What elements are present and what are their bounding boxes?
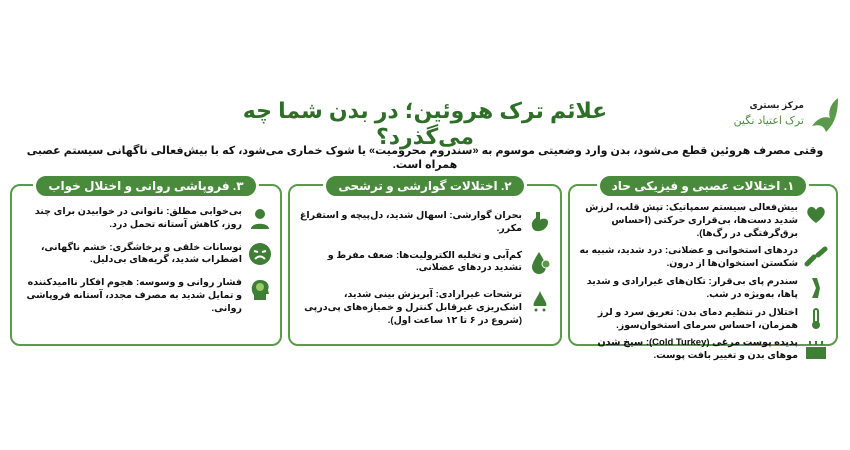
dove-logo-icon bbox=[810, 96, 840, 134]
crying-face-icon bbox=[248, 242, 272, 266]
list-item bbox=[290, 250, 560, 276]
item-text: بی‌خوابی مطلق: ناتوانی در خوابیدن برای چند روز، کاهش آستانه تحمل درد. bbox=[34, 206, 242, 230]
item-text: دردهای استخوانی و عضلانی: درد شدید، شبیه به شکستن استخوان‌ها از درون. bbox=[579, 245, 798, 270]
card-psychological bbox=[10, 179, 282, 346]
list-item bbox=[570, 276, 836, 302]
broken-bone-icon bbox=[804, 245, 828, 269]
logo bbox=[730, 96, 840, 136]
page-title: علائم ترک هروئین؛ در بدن شما چه می‌گذرد؟ bbox=[242, 98, 608, 150]
insomnia-person-icon bbox=[248, 206, 272, 230]
list-item bbox=[570, 202, 836, 240]
list-item bbox=[570, 307, 836, 333]
card-title: ۱. اختلالات عصبی و فیزیکی حاد bbox=[597, 173, 810, 199]
card-physical bbox=[568, 179, 838, 362]
heart-icon bbox=[804, 202, 828, 226]
restless-leg-icon bbox=[804, 276, 828, 300]
logo-line1: مرکز بستری bbox=[749, 100, 804, 110]
water-drop-icon bbox=[528, 250, 552, 274]
card-title: ۲. اختلالات گوارشی و ترشحی bbox=[323, 173, 526, 199]
intro-text: وقتی مصرف هروئین قطع می‌شود، بدن وارد وضعیتی موسوم به «سندروم محرومیت» یا شوک خماری می‌شود، که با بیش‌فعالی ناگهانی سیستم عصبی همراه است. bbox=[26, 145, 824, 172]
list-item bbox=[12, 206, 280, 232]
item-text: بیش‌فعالی سیستم سمپاتیک: تپش قلب، لرزش شدید دست‌ها، بی‌قراری حرکتی (احساس برق‌گرفتگی در رگ‌ها). bbox=[585, 202, 798, 239]
list-item bbox=[12, 277, 280, 315]
card-title: ۳. فروپاشی روانی و اختلال خواب bbox=[33, 173, 258, 199]
item-text: کم‌آبی و تخلیه الکترولیت‌ها: ضعف مفرط و تشدید دردهای عضلانی. bbox=[327, 249, 522, 274]
stomach-icon bbox=[528, 210, 552, 234]
item-text: اختلال در تنظیم دمای بدن: تعریق سرد و لرز همزمان، احساس سرمای استخوان‌سوز. bbox=[597, 306, 798, 331]
item-text: پدیده پوست مرغی (Cold Turkey): سیخ شدن موهای بدن و تغییر بافت پوست. bbox=[597, 337, 798, 362]
item-text: سندرم پای بی‌قرار: تکان‌های غیرارادی و شدید پاها، به‌ویژه در شب. bbox=[586, 276, 798, 300]
item-text: فشار روانی و وسوسه: هجوم افکار ناامیدکننده و تمایل شدید به مصرف مجدد، آستانه فروپاشی روانی. bbox=[26, 277, 242, 314]
list-item bbox=[570, 337, 836, 363]
item-text: نوسانات خلقی و پرخاشگری: خشم ناگهانی، اضطراب شدید، گریه‌های بی‌دلیل. bbox=[40, 241, 242, 266]
item-text: ترشحات غیرارادی: آبریزش بینی شدید، اشک‌ریزی غیرقابل کنترل و خمیازه‌های پی‌درپی (شروع در ۶ تا ۱۲ ساعت اول). bbox=[304, 289, 522, 326]
nose-icon bbox=[528, 289, 552, 313]
brain-head-icon bbox=[248, 277, 272, 301]
list-item bbox=[570, 245, 836, 271]
logo-line2: ترک اعتیاد نگین bbox=[733, 115, 804, 127]
list-item bbox=[12, 242, 280, 268]
item-text: بحران گوارشی: اسهال شدید، دل‌پیچه و استفراغ مکرر. bbox=[299, 210, 522, 234]
card-digestive bbox=[288, 179, 562, 346]
goosebumps-skin-icon bbox=[804, 337, 828, 361]
thermometer-icon bbox=[804, 307, 828, 331]
list-item bbox=[290, 289, 560, 327]
list-item bbox=[290, 210, 560, 236]
